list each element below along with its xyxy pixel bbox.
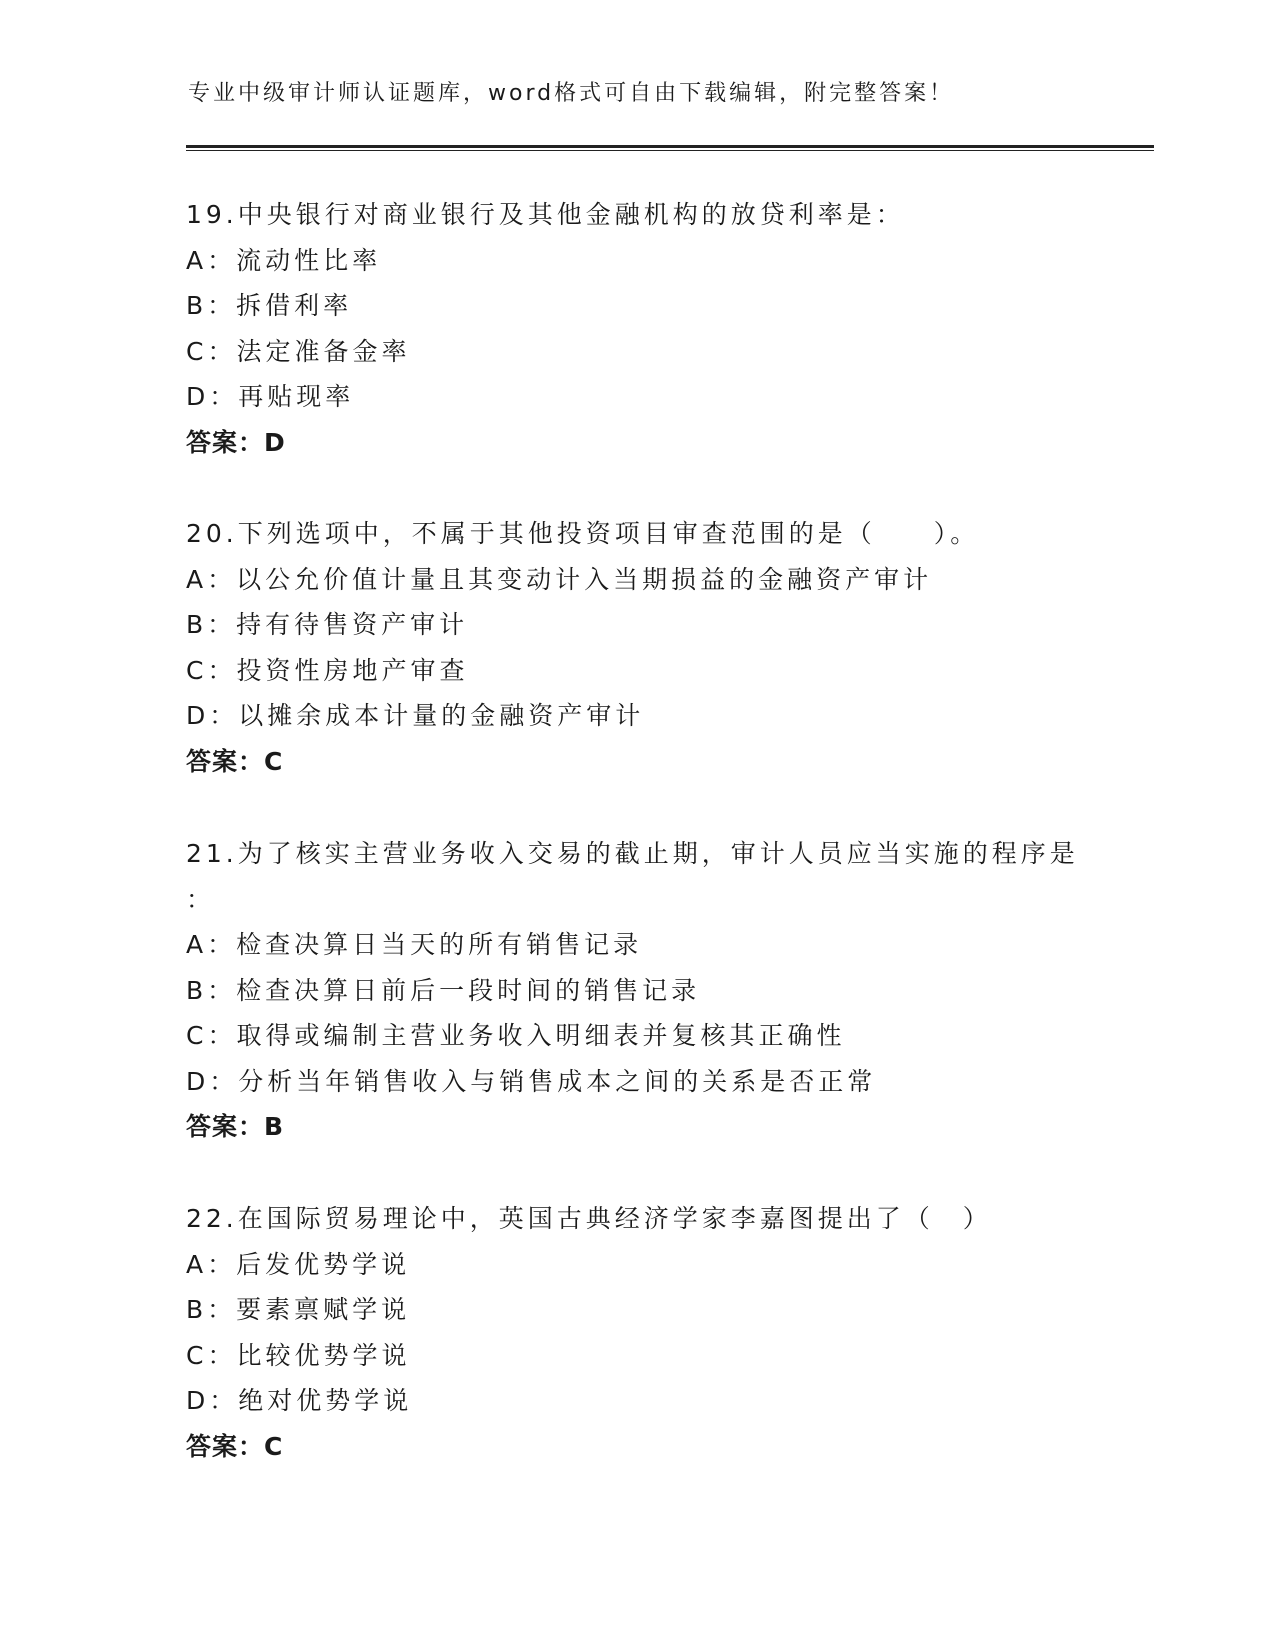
option-c: C：投资性房地产审查	[186, 655, 469, 685]
answer: 答案：D	[186, 427, 286, 457]
page-header: 专业中级审计师认证题库，word格式可自由下载编辑，附完整答案！	[188, 81, 955, 106]
option-a: A：检查决算日当天的所有销售记录	[186, 930, 643, 959]
answer: 答案：C	[186, 746, 284, 776]
option-c: C：比较优势学说	[186, 1340, 411, 1370]
answer: 答案：B	[186, 1112, 285, 1141]
question-21	[186, 831, 1106, 1150]
question-stem: 19.中央银行对商业银行及其他金融机构的放贷利率是：	[186, 200, 905, 229]
question-19	[186, 192, 1106, 465]
question-stem-continuation: ：	[186, 884, 212, 914]
option-b: B：要素禀赋学说	[186, 1295, 411, 1324]
question-22	[186, 1196, 1106, 1469]
option-b: B：持有待售资产审计	[186, 610, 469, 639]
question-stem: 21.为了核实主营业务收入交易的截止期，审计人员应当实施的程序是	[186, 839, 1079, 868]
option-d: D：以摊余成本计量的金融资产审计	[186, 701, 645, 730]
option-d: D：再贴现率	[186, 382, 355, 411]
option-d: D：绝对优势学说	[186, 1386, 413, 1415]
option-c: C：法定准备金率	[186, 336, 411, 366]
option-c: C：取得或编制主营业务收入明细表并复核其正确性	[186, 1021, 846, 1050]
option-a: A：流动性比率	[186, 245, 382, 275]
header-divider	[186, 145, 1154, 151]
option-b: B：检查决算日前后一段时间的销售记录	[186, 975, 701, 1005]
option-a: A：后发优势学说	[186, 1249, 411, 1279]
question-stem: 22.在国际贸易理论中，英国古典经济学家李嘉图提出了（ ）	[186, 1204, 992, 1233]
option-a: A：以公允价值计量且其变动计入当期损益的金融资产审计	[186, 564, 933, 594]
answer: 答案：C	[186, 1431, 284, 1461]
option-b: B：拆借利率	[186, 291, 353, 320]
question-20	[186, 511, 1106, 784]
option-d: D：分析当年销售收入与销售成本之间的关系是否正常	[186, 1066, 877, 1096]
question-stem: 20.下列选项中，不属于其他投资项目审查范围的是（ ）。	[186, 519, 980, 548]
